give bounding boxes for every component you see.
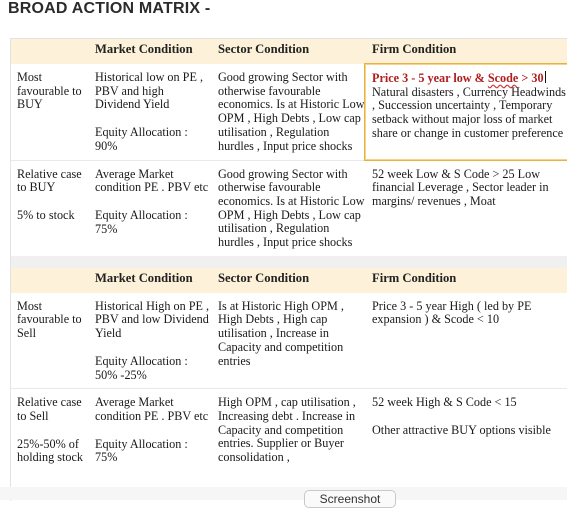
market-condition-cell xyxy=(88,64,211,160)
action-matrix-document xyxy=(10,38,567,501)
firm-text-note: Other attractive BUY options visible xyxy=(372,422,551,437)
price-condition-text[interactable]: Price 3 - 5 year low & Scode > 30 xyxy=(372,71,544,85)
row-label: Most favourable to BUY xyxy=(11,64,88,160)
equity-allocation: Equity Allocation : 50% -25% xyxy=(95,353,188,382)
header-firm-condition: Firm Condition xyxy=(365,39,567,64)
market-condition-cell xyxy=(88,389,211,471)
table-row xyxy=(11,389,567,471)
table-row xyxy=(11,64,567,160)
section-separator xyxy=(11,256,567,268)
firm-condition-cell: Price 3 - 5 year High ( led by PE expansion ) & Scode < 10 xyxy=(365,293,567,389)
firm-condition-cell xyxy=(365,389,567,471)
header-market-condition: Market Condition xyxy=(88,268,211,293)
row-label: Most favourable to Sell xyxy=(11,293,88,389)
row-label-cell xyxy=(11,160,88,256)
market-text: Historical High on PE , PBV and low Dividend Yield xyxy=(95,298,210,341)
row-label-cell xyxy=(11,389,88,471)
spellcheck-word: Scode xyxy=(487,71,519,85)
screenshot-button[interactable]: Screenshot xyxy=(304,490,396,508)
firm-condition-cell: 52 week Low & S Code > 25 Low financial Leverage , Sector leader in margins/ revenues , Moat xyxy=(372,166,549,208)
sector-condition-cell: High OPM , cap utilisation , Increasing debt . Increase in Capacity and competition entries. Supplier or Buyer consolidation , xyxy=(218,395,356,465)
market-condition-cell xyxy=(88,293,211,389)
market-text: Historical low on PE , PBV and high Dividend Yield xyxy=(95,70,203,112)
header-blank xyxy=(11,39,88,64)
market-text: Average Market condition PE . PBV etc xyxy=(95,166,209,195)
page-title: BROAD ACTION MATRIX - xyxy=(8,0,211,17)
firm-condition-text[interactable]: Natural disasters , Currency Headwinds , Succession uncertainty , Temporary setback without major loss of market share or change in customer preference xyxy=(372,84,566,140)
equity-allocation: Equity Allocation : 90% xyxy=(95,125,188,153)
equity-allocation: Equity Allocation : 75% xyxy=(95,207,188,236)
table-row xyxy=(11,293,567,389)
firm-condition-cell-editing[interactable] xyxy=(365,64,567,160)
header-market-condition: Market Condition xyxy=(88,39,211,64)
equity-allocation: Equity Allocation : 75% xyxy=(95,436,188,465)
row-label-note: 5% to stock xyxy=(17,207,75,222)
action-matrix-table xyxy=(11,39,567,471)
bottom-toolbar xyxy=(0,487,567,500)
table-row xyxy=(11,160,567,256)
firm-text: 52 week High & S Code < 15 xyxy=(372,395,517,410)
header-sector-condition: Sector Condition xyxy=(211,39,365,64)
header-firm-condition: Firm Condition xyxy=(365,268,567,293)
row-label: Relative case to BUY xyxy=(17,166,82,195)
sector-condition-cell: Good growing Sector with otherwise favourable economics. Is at Historic Low OPM , High Debts , Low cap utilisation , Regulation hurdles , Input price shocks xyxy=(218,166,365,250)
sector-condition-cell: Good growing Sector with otherwise favourable economics. Is at Historic Low OPM , High Debts , Low cap utilisation , Regulation hurdles , Input price shocks xyxy=(211,64,365,160)
header-blank xyxy=(11,268,88,293)
row-label-note: 25%-50% of holding stock xyxy=(17,436,84,465)
market-condition-cell xyxy=(88,160,211,256)
row-label: Relative case to Sell xyxy=(17,395,82,423)
sector-condition-cell: Is at Historic High OPM , High Debts , High cap utilisation , Increase in Capacity and competition entries xyxy=(211,293,365,389)
header-sector-condition: Sector Condition xyxy=(211,268,365,293)
text-cursor xyxy=(545,71,546,83)
header-row-1 xyxy=(11,39,567,64)
header-row-2 xyxy=(11,268,567,293)
market-text: Average Market condition PE . PBV etc xyxy=(95,395,209,423)
